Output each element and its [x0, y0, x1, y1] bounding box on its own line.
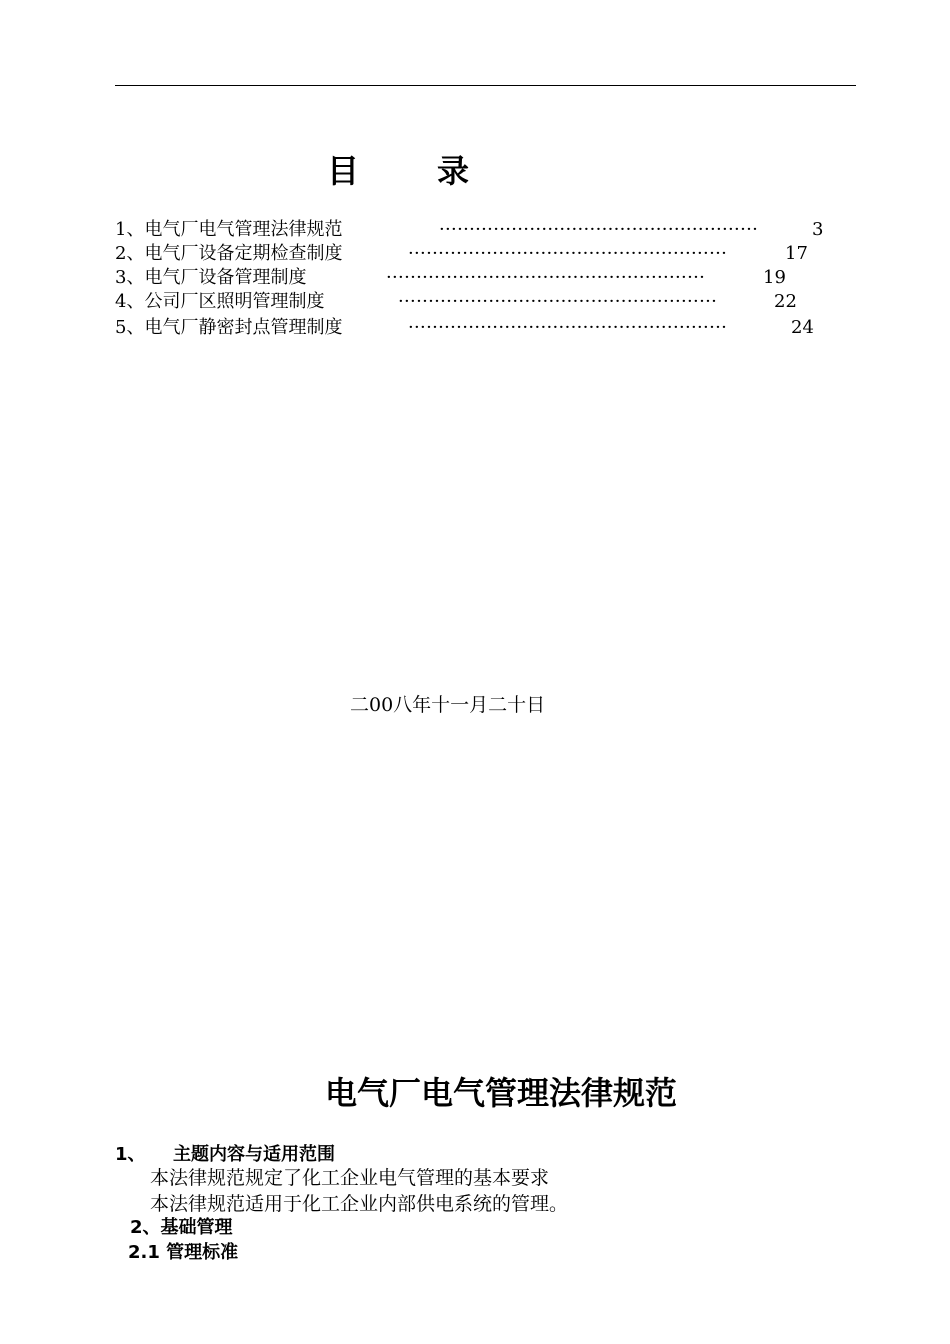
paragraph: 本法律规范规定了化工企业电气管理的基本要求	[150, 1167, 550, 1189]
toc-entry-label: 1、电气厂电气管理法律规范	[115, 219, 343, 240]
section-2-heading: 2、基础管理	[130, 1217, 233, 1238]
section-1-title: 主题内容与适用范围	[173, 1144, 335, 1165]
toc-title-char-2: 录	[437, 152, 470, 190]
document-title: 电气厂电气管理法律规范	[325, 1074, 678, 1112]
toc-leader-dots: ·····················································	[408, 318, 728, 338]
toc-entry-label: 2、电气厂设备定期检查制度	[115, 243, 343, 264]
toc-entry-label: 5、电气厂静密封点管理制度	[115, 317, 343, 338]
date-line: 二00八年十一月二十日	[350, 694, 546, 716]
toc-page-number: 19	[763, 267, 786, 288]
toc-entry-label: 3、电气厂设备管理制度	[115, 267, 307, 288]
paragraph: 本法律规范适用于化工企业内部供电系统的管理。	[150, 1193, 569, 1215]
toc-leader-dots: ·····················································	[408, 244, 728, 264]
header-rule	[115, 85, 856, 86]
toc-entry-label: 4、公司厂区照明管理制度	[115, 291, 325, 312]
toc-page-number: 22	[774, 291, 797, 312]
toc-title-char-1: 目	[327, 152, 360, 190]
toc-leader-dots: ·····················································	[439, 220, 759, 240]
toc-page-number: 24	[791, 317, 814, 338]
section-1-number: 1、	[115, 1144, 146, 1165]
toc-leader-dots: ·····················································	[386, 268, 706, 288]
section-2-1-heading: 2.1 管理标准	[128, 1242, 239, 1263]
toc-page-number: 3	[812, 219, 824, 240]
toc-page-number: 17	[785, 243, 808, 264]
toc-leader-dots: ·····················································	[398, 292, 718, 312]
